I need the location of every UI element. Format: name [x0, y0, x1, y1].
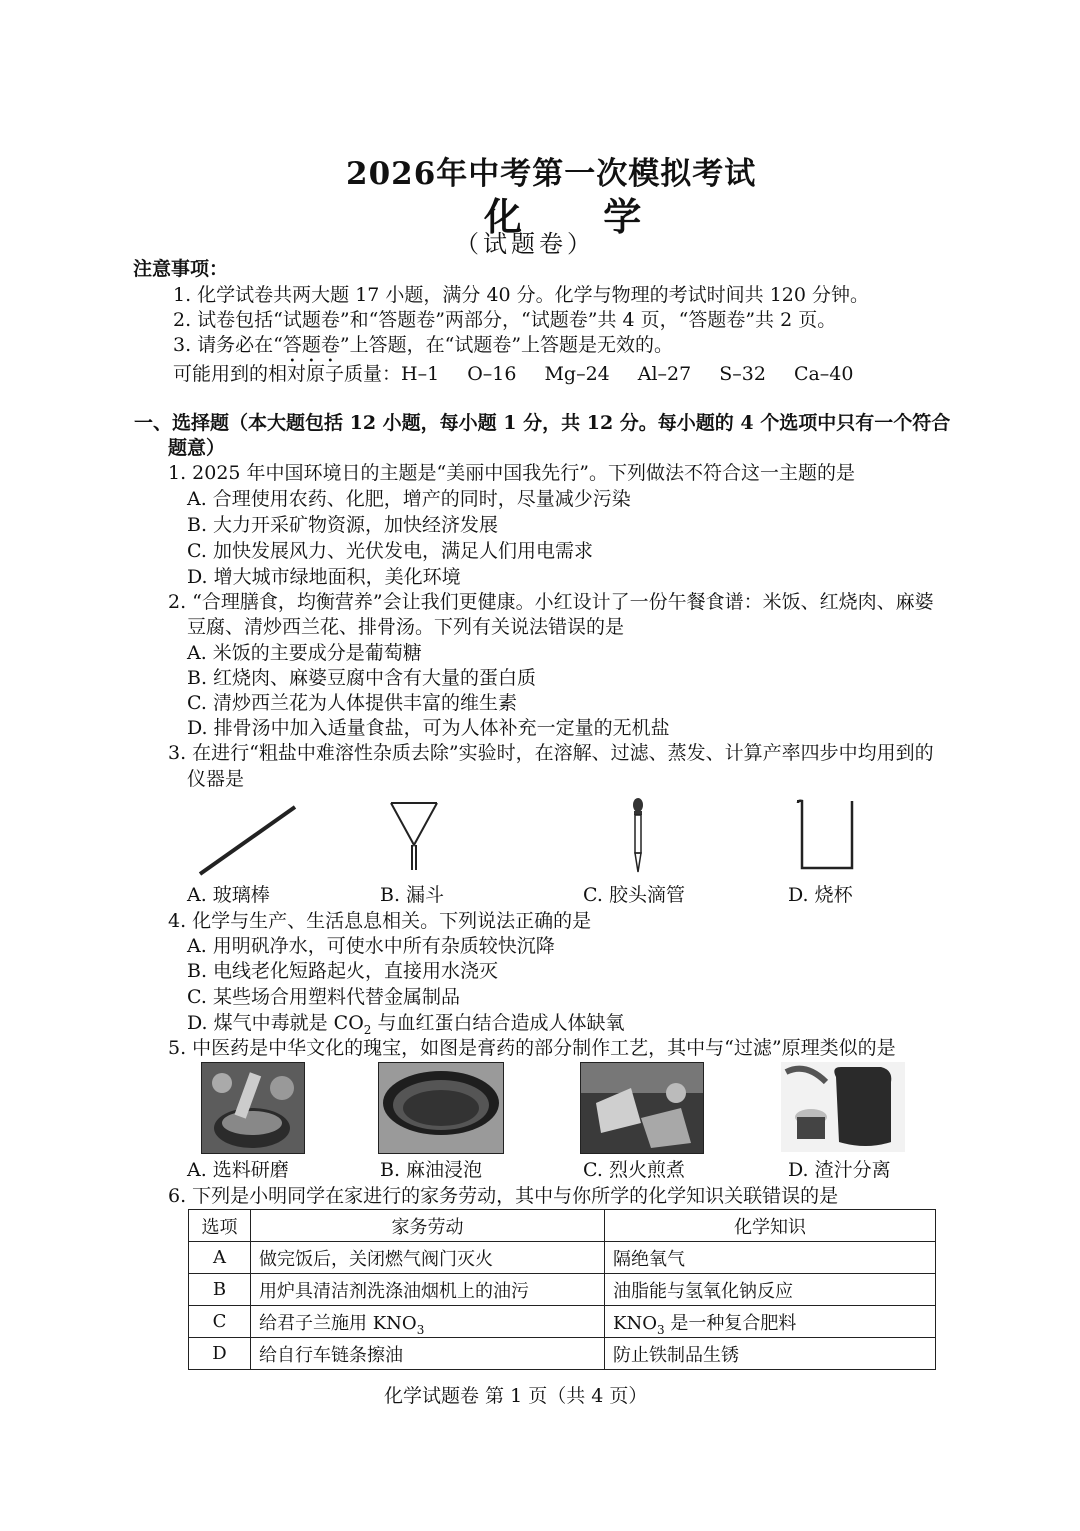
header-cell: 化学知识 — [605, 1210, 936, 1242]
oil-soaking-photo — [378, 1062, 504, 1154]
question-2-stem-cont: 豆腐、清炒西兰花、排骨汤。下列有关说法错误的是 — [187, 616, 625, 638]
q2-option-c: C. 清炒西兰花为人体提供丰富的维生素 — [187, 692, 517, 714]
option-cell: C — [189, 1306, 251, 1338]
question-3-stem-cont: 仪器是 — [187, 768, 245, 790]
question-4-stem: 4. 化学与生产、生活息息相关。下列说法正确的是 — [168, 910, 592, 932]
header-cell: 家务劳动 — [251, 1210, 605, 1242]
q3-option-d: D. 烧杯 — [788, 884, 853, 906]
knowledge-cell: 防止铁制品生锈 — [605, 1338, 936, 1370]
section-heading: 一、选择题（本大题包括 12 小题，每小题 1 分，共 12 分。每小题的 4 个选项中只有一个符合 — [134, 412, 951, 434]
funnel-icon — [388, 800, 440, 872]
exam-title: 2026年中考第一次模拟考试 — [346, 156, 757, 192]
chore-cell: 做完饭后，关闭燃气阀门灭火 — [251, 1242, 605, 1274]
question-3-stem: 3. 在进行“粗盐中难溶性杂质去除”实验时，在溶解、过滤、蒸发、计算产率四步中均用到的 — [168, 742, 934, 764]
atomic-masses: 可能用到的相对原子质量：H–1 O–16 Mg–24 Al–27 S–32 Ca–40 — [173, 363, 854, 385]
q1-option-c: C. 加快发展风力、光伏发电，满足人们用电需求 — [187, 540, 593, 562]
grinding-photo — [201, 1062, 305, 1154]
knowledge-cell: $KNO_3$ 是一种复合肥料 — [605, 1306, 936, 1338]
q4-option-a: A. 用明矾净水，可使水中所有杂质较快沉降 — [187, 935, 555, 957]
q5-option-c: C. 烈火煎煮 — [583, 1159, 685, 1181]
chore-cell: 给君子兰施用 $KNO_3$ — [251, 1306, 605, 1338]
notice-heading: 注意事项： — [133, 258, 229, 280]
notice-item: 2. 试卷包括“试题卷”和“答题卷”两部分，“试题卷”共 4 页，“答题卷”共 2 页。 — [173, 309, 837, 331]
notice-item: 3. 请务必在“答题卷”上答题，在“试题卷”上答题是无效的。 — [173, 334, 674, 356]
q6-table — [188, 1209, 936, 1370]
paper-subtitle: （试题卷） — [455, 230, 595, 258]
beaker-icon — [795, 798, 859, 874]
filtering-photo — [781, 1062, 905, 1152]
option-cell: B — [189, 1274, 251, 1306]
question-6-stem: 6. 下列是小明同学在家进行的家务劳动，其中与你所学的化学知识关联错误的是 — [168, 1185, 839, 1207]
knowledge-cell: 隔绝氧气 — [605, 1242, 936, 1274]
page-footer: 化学试题卷 第 1 页（共 4 页） — [384, 1385, 648, 1407]
q2-option-a: A. 米饭的主要成分是葡萄糖 — [187, 642, 422, 664]
table-row — [189, 1338, 936, 1370]
table-row — [189, 1306, 936, 1338]
chore-cell: 给自行车链条擦油 — [251, 1338, 605, 1370]
q2-option-b: B. 红烧肉、麻婆豆腐中含有大量的蛋白质 — [187, 667, 537, 689]
decoction-photo — [580, 1062, 704, 1154]
q5-option-b: B. 麻油浸泡 — [380, 1159, 483, 1181]
q5-option-a: A. 选料研磨 — [187, 1159, 289, 1181]
subject-title: 化 学 — [484, 194, 676, 239]
question-2-stem: 2. “合理膳食，均衡营养”会让我们更健康。小红设计了一份午餐食谱：米饭、红烧肉、麻婆 — [168, 591, 934, 613]
q3-option-c: C. 胶头滴管 — [583, 884, 685, 906]
q4-option-b: B. 电线老化短路起火，直接用水浇灭 — [187, 960, 499, 982]
q4-option-c: C. 某些场合用塑料代替金属制品 — [187, 986, 460, 1008]
q5-option-d: D. 渣汁分离 — [788, 1159, 891, 1181]
q3-option-a: A. 玻璃棒 — [187, 884, 270, 906]
notice-item: 1. 化学试卷共两大题 17 小题，满分 40 分。化学与物理的考试时间共 120 分钟。 — [173, 284, 870, 306]
section-heading-cont: 题意） — [168, 437, 226, 459]
q3-option-b: B. 漏斗 — [380, 884, 445, 906]
q1-option-a: A. 合理使用农药、化肥，增产的同时，尽量减少污染 — [187, 488, 631, 510]
q1-option-d: D. 增大城市绿地面积，美化环境 — [187, 566, 461, 588]
q4-option-d: D. 煤气中毒就是 $CO_2$ 与血红蛋白结合造成人体缺氧 — [187, 1012, 625, 1037]
chore-cell: 用炉具清洁剂洗涤油烟机上的油污 — [251, 1274, 605, 1306]
table-header-row — [189, 1210, 936, 1242]
question-5-stem: 5. 中医药是中华文化的瑰宝，如图是膏药的部分制作工艺，其中与“过滤”原理类似的是 — [168, 1037, 896, 1059]
dropper-icon — [627, 796, 649, 876]
option-cell: D — [189, 1338, 251, 1370]
option-cell: A — [189, 1242, 251, 1274]
table-row — [189, 1242, 936, 1274]
q1-option-b: B. 大力开采矿物资源，加快经济发展 — [187, 514, 499, 536]
question-1-stem: 1. 2025 年中国环境日的主题是“美丽中国我先行”。下列做法不符合这一主题的是 — [168, 462, 855, 484]
q2-option-d: D. 排骨汤中加入适量食盐，可为人体补充一定量的无机盐 — [187, 717, 670, 739]
glass-rod-icon — [195, 802, 305, 882]
header-cell: 选项 — [189, 1210, 251, 1242]
knowledge-cell: 油脂能与氢氧化钠反应 — [605, 1274, 936, 1306]
table-row — [189, 1274, 936, 1306]
emphasized-text: 答题卷 — [282, 334, 340, 356]
